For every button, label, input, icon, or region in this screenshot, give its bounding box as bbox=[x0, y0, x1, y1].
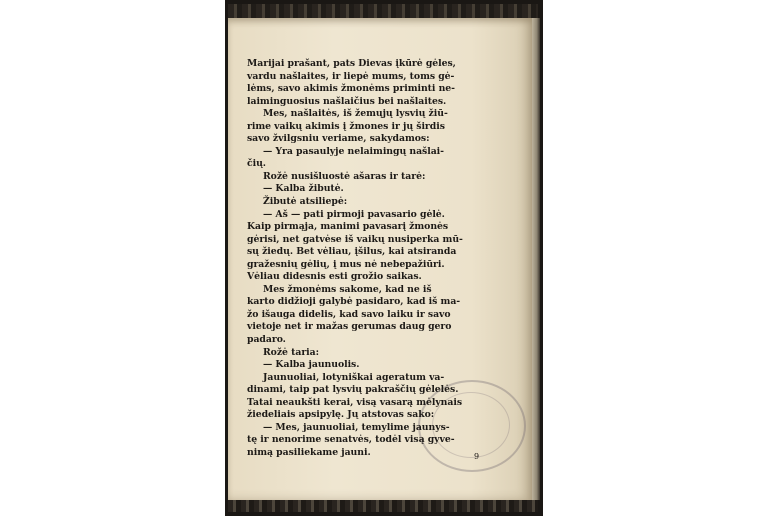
text-line: Marijai prašant, pats Dievas įkūrė gėles, bbox=[247, 58, 456, 69]
text-line: — Mes, jaunuoliai, temylime jaunys- bbox=[263, 421, 450, 433]
text-line: lėms, savo akimis žmonėms priminti ne- bbox=[247, 83, 455, 95]
text-line: Žibutė atsiliepė: bbox=[263, 196, 348, 208]
text-line: vietoje net ir mažas gerumas daug gero bbox=[247, 321, 452, 333]
text-line: Kaip pirmąja, manimi pavasarį žmonės bbox=[247, 221, 449, 233]
text-line: sų žiedų. Bet vėliau, įšilus, kai atsiranda bbox=[247, 246, 457, 258]
text-line: dinami, taip pat lysvių pakraščių gėlelės. bbox=[247, 384, 459, 396]
page-number: 9 bbox=[474, 452, 480, 461]
text-line: laiminguosius našlaičius bei našlaites. bbox=[247, 95, 447, 107]
text-line: padaro. bbox=[247, 334, 286, 346]
text-line: Jaunuoliai, lotyniškai ageratum va- bbox=[263, 371, 445, 383]
text-line: Rožė nusišluostė ašaras ir tarė: bbox=[263, 170, 426, 182]
text-line: nimą pasiliekame jauni. bbox=[247, 446, 371, 458]
text-line: savo žvilgsniu veriame, sakydamos: bbox=[247, 133, 430, 145]
text-line: gėrisi, net gatvėse iš vaikų nusiperka mū- bbox=[247, 233, 463, 245]
text-line: — Kalba žibutė. bbox=[263, 183, 344, 195]
text-line: žo išauga didelis, kad savo laiku ir savo bbox=[247, 308, 451, 320]
text-line: čių. bbox=[247, 158, 266, 170]
text-line: žiedeliais apsipylę. Jų atstovas sako: bbox=[247, 409, 435, 421]
page-text bbox=[247, 58, 479, 460]
book-binding-top bbox=[228, 4, 538, 18]
text-line: Tatai neaukšti kerai, visą vasarą mėlynais bbox=[247, 396, 463, 408]
text-line: gražesnių gėlių, į mus nė nebepažiūri. bbox=[247, 258, 445, 270]
text-line: — Kalba jaunuolis. bbox=[263, 359, 360, 371]
text-line: Vėliau didesnis esti grožio saikas. bbox=[247, 271, 422, 283]
text-line: tę ir nenorime senatvės, todėl visą gyve- bbox=[247, 434, 455, 446]
text-line: — Aš — pati pirmoji pavasario gėlė. bbox=[263, 208, 445, 220]
text-line: vardu našlaites, ir liepė mums, toms gė- bbox=[247, 70, 455, 82]
text-line: Mes žmonėms sakome, kad ne iš bbox=[263, 283, 432, 295]
page-edge bbox=[532, 18, 540, 500]
text-line: karto didžioji galybė pasidaro, kad iš ma- bbox=[247, 296, 461, 308]
text-line: Mes, našlaitės, iš žemųjų lysvių žiū- bbox=[263, 108, 448, 120]
book-binding-bottom bbox=[228, 500, 538, 512]
text-line: Rožė taria: bbox=[263, 346, 320, 358]
text-line: — Yra pasaulyje nelaimingų našlai- bbox=[263, 145, 444, 157]
text-line: rime vaikų akimis į žmones ir jų širdis bbox=[247, 120, 445, 132]
